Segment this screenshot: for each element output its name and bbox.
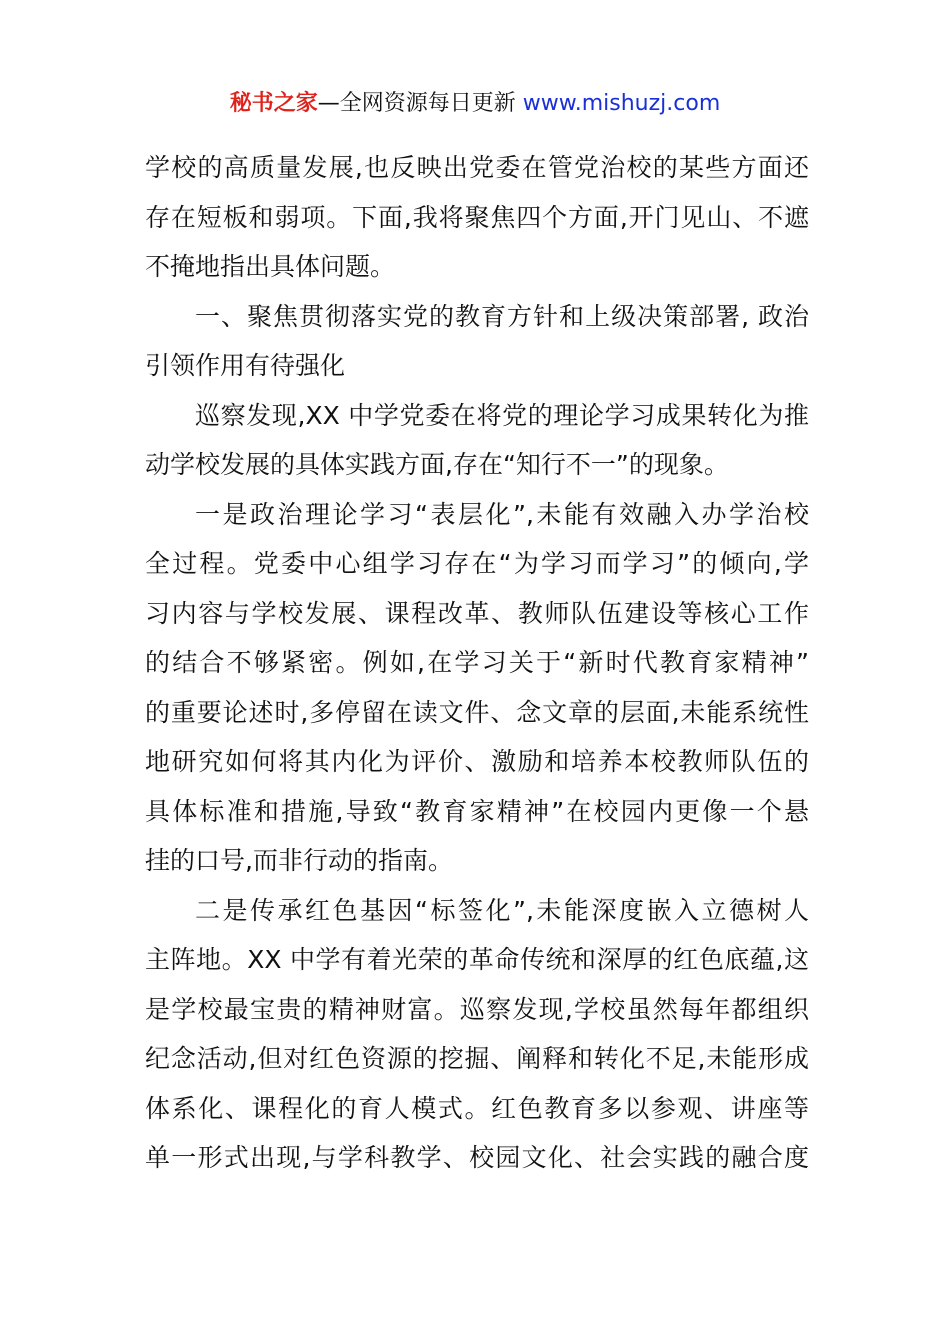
text-line: 具体标准和措施,导致“教育家精神”在校园内更像一个悬 — [145, 796, 809, 826]
text-line: 的重要论述时,多停留在读文件、念文章的层面,未能系统性 — [145, 697, 809, 727]
text-line: 全过程。党委中心组学习存在“为学习而学习”的倾向,学 — [145, 549, 809, 578]
text-line: 地研究如何将其内化为评价、激励和培养本校教师队伍的 — [145, 747, 809, 776]
site-brand: 秘书之家 — [229, 91, 318, 116]
text-line: 挂的口号,而非行动的指南。 — [145, 846, 453, 875]
text-line: 的结合不够紧密。例如,在学习关于“新时代教育家精神” — [145, 648, 809, 677]
text-line: 动学校发展的具体实践方面,存在“知行不一”的现象。 — [145, 450, 729, 479]
text-line: 体系化、课程化的育人模式。红色教育多以参观、讲座等 — [145, 1093, 809, 1123]
section-heading: 一、聚焦贯彻落实党的教育方针和上级决策部署, 政治 — [195, 301, 809, 331]
text-line: 单一形式出现,与学科教学、校园文化、社会实践的融合度 — [145, 1143, 809, 1172]
text-line: 学校的高质量发展,也反映出党委在管党治校的某些方面还 — [145, 153, 809, 182]
site-slogan: —全网资源每日更新 — [317, 91, 516, 116]
section-heading-cont: 引领作用有待强化 — [145, 351, 346, 380]
text-line: 习内容与学校发展、课程改革、教师队伍建设等核心工作 — [145, 598, 809, 628]
text-line: 是学校最宝贵的精神财富。巡察发现,学校虽然每年都组织 — [145, 994, 809, 1024]
text-line: 存在短板和弱项。下面,我将聚焦四个方面,开门见山、不遮 — [145, 202, 809, 232]
document-body — [145, 143, 809, 1183]
text-line: 主阵地。XX 中学有着光荣的革命传统和深厚的红色底蕴,这 — [145, 945, 809, 974]
text-line: 巡察发现,XX 中学党委在将党的理论学习成果转化为推 — [195, 400, 809, 430]
text-line: 一是政治理论学习“表层化”,未能有效融入办学治校 — [195, 499, 809, 529]
text-line: 不掩地指出具体问题。 — [145, 252, 396, 281]
text-line: 纪念活动,但对红色资源的挖掘、阐释和转化不足,未能形成 — [145, 1044, 809, 1073]
text-line: 二是传承红色基因“标签化”,未能深度嵌入立德树人 — [195, 895, 809, 925]
site-url[interactable]: www.mishuzj.com — [522, 91, 721, 116]
site-header — [0, 88, 950, 120]
